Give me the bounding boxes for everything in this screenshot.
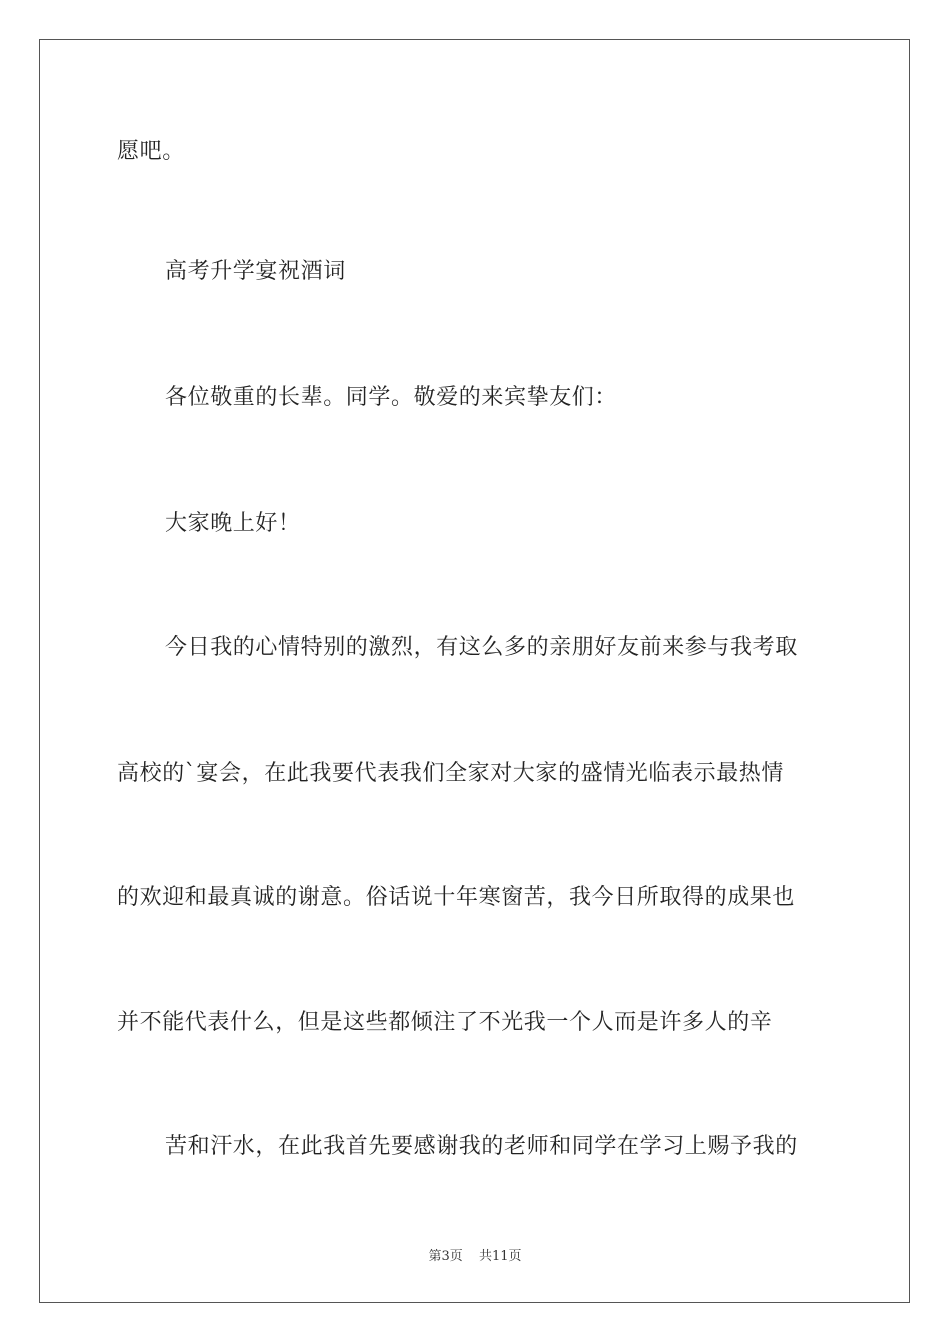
page-footer	[0, 1248, 950, 1266]
paragraph-line-4: 并不能代表什么，但是这些都倾注了不光我一个人而是许多人的辛	[117, 1010, 773, 1035]
section-heading: 高考升学宴祝酒词	[165, 259, 346, 284]
paragraph-line-1: 今日我的心情特别的激烈，有这么多的亲朋好友前来参与我考取	[165, 635, 798, 660]
paragraph-line-5: 苦和汗水，在此我首先要感谢我的老师和同学在学习上赐予我的	[165, 1134, 798, 1159]
text-line-1: 愿吧。	[117, 139, 185, 164]
greeting-line: 大家晚上好！	[165, 511, 301, 536]
page-total: 共11页	[478, 1249, 522, 1264]
page-number: 第3页	[428, 1249, 463, 1264]
page-border	[39, 39, 910, 1303]
paragraph-line-2: 高校的`宴会，在此我要代表我们全家对大家的盛情光临表示最热情	[117, 761, 785, 786]
salutation-line: 各位敬重的长辈。同学。敬爱的来宾挚友们：	[165, 385, 618, 410]
paragraph-line-3: 的欢迎和最真诚的谢意。俗话说十年寒窗苦，我今日所取得的成果也	[117, 885, 796, 910]
